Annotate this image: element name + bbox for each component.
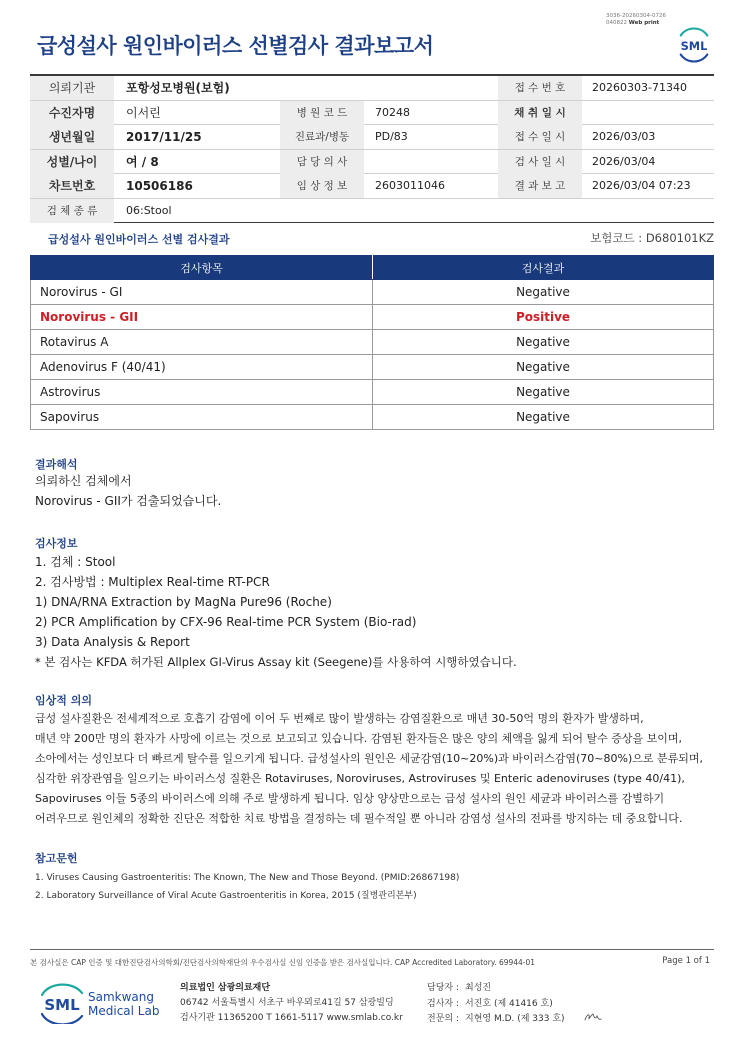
organization-address: 06742 서울특별시 서초구 바우뫼로41길 57 삼광빌딩 bbox=[180, 998, 394, 1008]
accreditation-note: 본 검사실은 CAP 인증 및 대한진단검사의학회/진단검사의학재단의 우수검사실 신임 인증을 받은 검사실입니다. CAP Accredited Laboratory. 69944-01 bbox=[30, 958, 536, 967]
info-label: 검 체 종 류 bbox=[30, 199, 114, 223]
text-line: 심각한 위장관염을 일으키는 바이러스성 질환은 Rotaviruses, Noroviruses, Astroviruses 및 Enteric adenoviruses (type 40/41), bbox=[35, 772, 685, 785]
signature-icon bbox=[582, 1011, 602, 1023]
table-row bbox=[31, 280, 714, 305]
reference-item: 2. Laboratory Surveillance of Viral Acute Gastroenteritis in Korea, 2015 (질병관리본부) bbox=[35, 891, 417, 901]
info-value: 여 / 8 bbox=[126, 154, 159, 169]
footer-divider bbox=[30, 949, 714, 950]
staff-row bbox=[427, 1012, 565, 1028]
info-value: 70248 bbox=[375, 105, 410, 119]
test-result: Negative bbox=[373, 280, 714, 305]
info-value: 06:Stool bbox=[126, 203, 172, 217]
info-label: 담 당 의 사 bbox=[280, 150, 364, 174]
info-label: 수진자명 bbox=[30, 101, 114, 125]
text-line: 1. 검체 : Stool bbox=[35, 555, 116, 569]
text-line: 의뢰하신 검체에서 bbox=[35, 474, 132, 488]
report-code-line: 040822 Web print bbox=[606, 20, 660, 26]
column-header: 검사항목 bbox=[31, 256, 373, 280]
staff-role: 전문의 : bbox=[427, 1014, 459, 1024]
test-info-title: 검사정보 bbox=[35, 537, 78, 550]
svg-text:Samkwang: Samkwang bbox=[88, 990, 154, 1004]
test-result: Positive bbox=[373, 305, 714, 330]
info-value: 10506186 bbox=[126, 179, 193, 193]
info-label: 채 취 일 시 bbox=[498, 101, 582, 125]
samkwang-logo-icon bbox=[37, 982, 163, 1024]
info-value: 20260303-71340 bbox=[592, 81, 687, 94]
info-value: 2017/11/25 bbox=[126, 130, 202, 144]
staff-role: 검사자 : bbox=[427, 998, 459, 1009]
info-value: PD/83 bbox=[375, 130, 408, 143]
info-row bbox=[30, 125, 714, 150]
test-result: Negative bbox=[373, 380, 714, 405]
info-value: 2603011046 bbox=[375, 179, 445, 192]
interpretation-title: 결과해석 bbox=[35, 458, 78, 471]
test-info-text bbox=[35, 552, 517, 672]
svg-text:Medical Lab: Medical Lab bbox=[88, 1004, 160, 1018]
staff-name: 서진호 (제 41416 호) bbox=[465, 998, 553, 1009]
clinical-title: 임상적 의의 bbox=[35, 694, 92, 707]
clinical-text bbox=[35, 709, 703, 829]
info-label: 생년월일 bbox=[30, 125, 114, 149]
results-table bbox=[30, 255, 714, 430]
sml-logo-icon bbox=[675, 26, 713, 64]
staff-name: 지현영 M.D. (제 333 호) bbox=[465, 1014, 565, 1024]
page-number: Page 1 of 1 bbox=[662, 956, 710, 966]
insurance-code: 보험코드 : D680101KZ bbox=[590, 231, 714, 245]
info-value: 포항성모병원(보험) bbox=[126, 81, 230, 95]
text-line: * 본 검사는 KFDA 허가된 Allplex GI-Virus Assay kit (Seegene)를 사용하여 시행하였습니다. bbox=[35, 655, 517, 669]
info-row bbox=[30, 76, 714, 101]
text-line: 급성 설사질환은 전세계적으로 호흡기 감염에 이어 두 번째로 많이 발생하는 감염질환으로 매년 30-50억 명의 환자가 발생하며, bbox=[35, 712, 644, 725]
staff-role: 담당자 : bbox=[427, 983, 459, 993]
test-item: Sapovirus bbox=[31, 405, 373, 430]
table-row bbox=[31, 405, 714, 430]
info-label: 진료과/병동 bbox=[280, 125, 364, 149]
organization-name: 의료법인 삼광의료재단 bbox=[180, 983, 271, 993]
table-row bbox=[31, 305, 714, 330]
info-value: 2026/03/04 07:23 bbox=[592, 179, 691, 192]
staff-name: 최성진 bbox=[465, 983, 492, 993]
info-label: 병 원 코 드 bbox=[280, 101, 364, 125]
text-line: Norovirus - GII가 검출되었습니다. bbox=[35, 494, 222, 508]
info-label: 접 수 일 시 bbox=[498, 125, 582, 149]
table-row bbox=[31, 380, 714, 405]
reference-item: 1. Viruses Causing Gastroenteritis: The Known, The New and Those Beyond. (PMID:26867198) bbox=[35, 873, 460, 883]
info-label: 차트번호 bbox=[30, 174, 114, 198]
info-label: 성별/나이 bbox=[30, 150, 114, 174]
test-item: Rotavirus A bbox=[31, 330, 373, 355]
info-row bbox=[30, 101, 714, 126]
info-label: 의뢰기관 bbox=[30, 76, 114, 100]
report-code-line: 3036-20260304-0726 bbox=[606, 13, 666, 19]
results-header-row bbox=[31, 256, 714, 280]
staff-info bbox=[427, 981, 565, 1028]
table-row bbox=[31, 355, 714, 380]
test-result: Negative bbox=[373, 330, 714, 355]
svg-text:SML: SML bbox=[680, 38, 708, 53]
test-result: Negative bbox=[373, 355, 714, 380]
organization-contact: 검사기관 11365200 T 1661-5117 www.smlab.co.kr bbox=[180, 1013, 403, 1023]
text-line: 어려우므로 원인체의 정확한 진단은 적합한 치료 방법을 결정하는 데 필수적일 뿐 아니라 감염성 설사의 전파를 방지하는 데 중요합니다. bbox=[35, 812, 683, 825]
text-line: 3) Data Analysis & Report bbox=[35, 635, 190, 649]
table-row bbox=[31, 330, 714, 355]
staff-row bbox=[427, 997, 565, 1013]
references-list bbox=[35, 869, 459, 905]
text-line: 2) PCR Amplification by CFX-96 Real-time PCR System (Bio-rad) bbox=[35, 615, 417, 629]
test-item: Norovirus - GII bbox=[31, 305, 373, 330]
column-header: 검사결과 bbox=[373, 256, 714, 280]
interpretation-text bbox=[35, 471, 221, 511]
text-line: Sapoviruses 이들 5종의 바이러스에 의해 주로 발생하게 됩니다. 임상 양상만으로는 급성 설사의 원인 세균과 바이러스를 감별하기 bbox=[35, 792, 665, 805]
text-line: 소아에서는 성인보다 더 빠르게 탈수를 일으키게 됩니다. 급성설사의 원인은 세균감염(10~20%)과 바이러스감염(70~80%)으로 분류되며, bbox=[35, 752, 703, 765]
info-row bbox=[30, 199, 714, 224]
info-label: 검 사 일 시 bbox=[498, 150, 582, 174]
text-line: 매년 약 200만 명의 환자가 사망에 이르는 것으로 보고되고 있습니다. 감염된 환자들은 많은 양의 체액을 잃게 되어 탈수 증상을 보이며, bbox=[35, 732, 682, 745]
test-item: Adenovirus F (40/41) bbox=[31, 355, 373, 380]
info-label: 접 수 번 호 bbox=[498, 76, 582, 100]
info-value: 2026/03/03 bbox=[592, 130, 656, 143]
references-title: 참고문헌 bbox=[35, 852, 78, 865]
info-row bbox=[30, 150, 714, 175]
info-value: 2026/03/04 bbox=[592, 154, 656, 168]
svg-text:SML: SML bbox=[44, 996, 80, 1014]
test-item: Astrovirus bbox=[31, 380, 373, 405]
info-row bbox=[30, 174, 714, 199]
test-item: Norovirus - GI bbox=[31, 280, 373, 305]
results-title: 급성설사 원인바이러스 선별 검사결과 bbox=[48, 233, 230, 246]
text-line: 2. 검사방법 : Multiplex Real-time RT-PCR bbox=[35, 575, 270, 589]
info-value: 이서린 bbox=[126, 105, 161, 120]
patient-info-table bbox=[30, 74, 714, 223]
info-label: 임 상 정 보 bbox=[280, 174, 364, 198]
organization-info bbox=[180, 981, 403, 1026]
text-line: 1) DNA/RNA Extraction by MagNa Pure96 (Roche) bbox=[35, 595, 332, 609]
staff-row bbox=[427, 981, 565, 997]
info-label: 결 과 보 고 bbox=[498, 174, 582, 198]
page-title: 급성설사 원인바이러스 선별검사 결과보고서 bbox=[37, 34, 434, 58]
test-result: Negative bbox=[373, 405, 714, 430]
report-code bbox=[606, 13, 666, 27]
